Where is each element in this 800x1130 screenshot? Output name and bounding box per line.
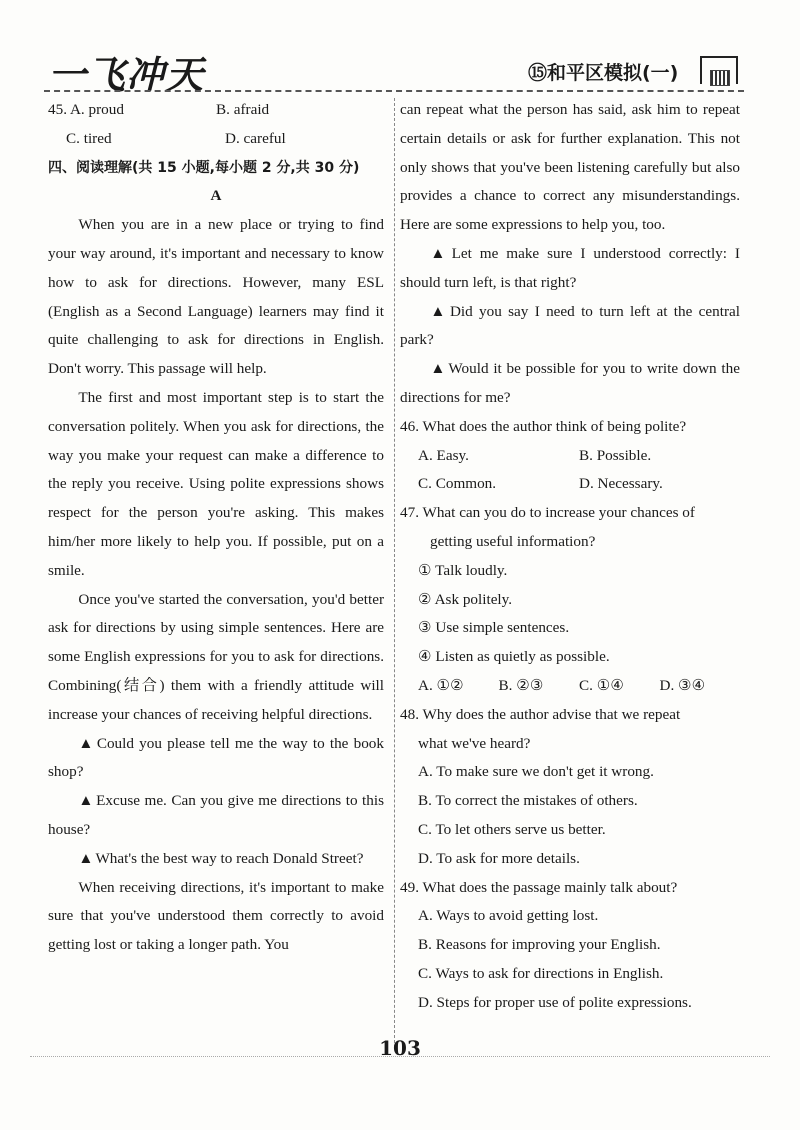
header-rule [44, 90, 744, 92]
q49-option-b: B. Reasons for improving your English. [418, 936, 661, 954]
q46-option-b: B. Possible. [579, 446, 652, 464]
q47-item-3: ③ Use simple sentences. [418, 619, 570, 637]
expression-6-text: Would it be possible for you to write down the directions for me? [400, 360, 740, 406]
right-column [400, 96, 740, 1018]
expression-4 [400, 240, 740, 298]
question-48-stem-cont: what we've heard? [418, 734, 531, 752]
q48-option-b: B. To correct the mistakes of others. [418, 792, 638, 810]
q48-option-c: C. To let others serve us better. [418, 820, 606, 838]
passage-label: A [210, 187, 222, 205]
paragraph-2: The first and most important step is to start the conversation politely. When you ask for directions, the way you make your request can make a difference to the reply you receive. Using polite expressions shows respect for the person you're asking. This makes him/her more likely to help you. If possible, put on a smile. [48, 388, 384, 579]
question-48-stem: 48. Why does the author advise that we repeat [400, 705, 681, 723]
section-heading: 四、阅读理解(共 15 小题,每小题 2 分,共 30 分) [48, 159, 360, 176]
question-46-options-cd [400, 470, 740, 499]
q45-option-d: D. careful [225, 129, 286, 147]
paragraph-4: When receiving directions, it's important to make sure that you've understood them correctly to avoid getting lost or taking a longer path. You [48, 878, 384, 954]
section-title: ⑮和平区模拟(一) [528, 62, 679, 84]
q46-option-c: C. Common. [418, 475, 497, 493]
expression-1-text: Could you please tell me the way to the book shop? [48, 734, 384, 781]
q45-option-c: C. tired [66, 129, 112, 147]
q47-option-c: C. ①④ [579, 676, 624, 694]
left-column [48, 96, 384, 960]
expression-5 [400, 298, 740, 356]
question-47-options [400, 672, 740, 701]
page-number: 103 [379, 1036, 421, 1060]
triangle-bullet-icon: ▲ [430, 244, 450, 262]
q46-option-d: D. Necessary. [579, 475, 663, 493]
q47-option-b: B. ②③ [498, 676, 544, 694]
expression-3 [48, 845, 384, 874]
expression-2 [48, 787, 384, 845]
paragraph-3: Once you've started the conversation, you'd better ask for directions by using simple sentences. Here are some English expressions for you to ask for directions. Combining(结合) them with a friendly attitude will increase your chances of receiving helpful directions. [48, 590, 384, 723]
q47-item-2: ② Ask politely. [418, 590, 513, 608]
q46-option-a: A. Easy. [418, 446, 469, 464]
triangle-bullet-icon: ▲ [78, 734, 95, 752]
book-logo: 一飞冲天 [48, 52, 205, 97]
question-45-options-ab [48, 96, 384, 125]
q45-option-b: B. afraid [216, 101, 270, 118]
question-47-stem: 47. What can you do to increase your chances of [400, 504, 695, 522]
triangle-bullet-icon: ▲ [430, 302, 448, 320]
q48-option-d: D. To ask for more details. [418, 849, 580, 867]
q49-option-d: D. Steps for proper use of polite expressions. [418, 993, 692, 1011]
expression-6 [400, 355, 740, 413]
question-45-options-cd [48, 125, 384, 154]
triangle-bullet-icon: ▲ [78, 849, 94, 867]
page-header [0, 0, 800, 100]
question-46-options-ab [400, 442, 740, 471]
corner-emblem-icon [700, 56, 738, 84]
q48-option-a: A. To make sure we don't get it wrong. [418, 763, 654, 781]
expression-4-text: Let me make sure I understood correctly: I should turn left, is that right? [400, 244, 740, 291]
q47-option-a: A. ①② [418, 676, 464, 694]
paragraph-1: When you are in a new place or trying to find your way around, it's important and necessary to know how to ask for directions. However, many ESL (English as a Second Language) learners may find it quite challenging to ask for directions in English. Don't worry. This passage will help. [48, 216, 384, 378]
expression-1 [48, 730, 384, 788]
q47-item-4: ④ Listen as quietly as possible. [418, 648, 610, 666]
q49-option-a: A. Ways to avoid getting lost. [418, 907, 599, 925]
expression-2-text: Excuse me. Can you give me directions to this house? [48, 792, 384, 838]
expression-5-text: Did you say I need to turn left at the central park? [400, 302, 740, 349]
question-47-stem-cont: getting useful information? [430, 532, 596, 550]
question-46-stem: 46. What does the author think of being polite? [400, 417, 687, 435]
triangle-bullet-icon: ▲ [430, 360, 447, 378]
question-49-stem: 49. What does the passage mainly talk about? [400, 878, 678, 896]
q47-item-1: ① Talk loudly. [418, 561, 508, 579]
q45-option-a: 45. A. proud [48, 101, 124, 118]
q47-option-d: D. ③④ [659, 676, 706, 694]
triangle-bullet-icon: ▲ [78, 792, 95, 810]
paragraph-5: can repeat what the person has said, ask him to repeat certain details or ask for further explanation. This not only shows that you've been listening carefully but also provides a chance to correct any misunderstandings. Here are some expressions to help you, too. [400, 101, 740, 234]
expression-3-text: What's the best way to reach Donald Street? [95, 849, 364, 867]
column-divider [394, 98, 395, 1048]
q49-option-c: C. Ways to ask for directions in English. [418, 964, 664, 982]
